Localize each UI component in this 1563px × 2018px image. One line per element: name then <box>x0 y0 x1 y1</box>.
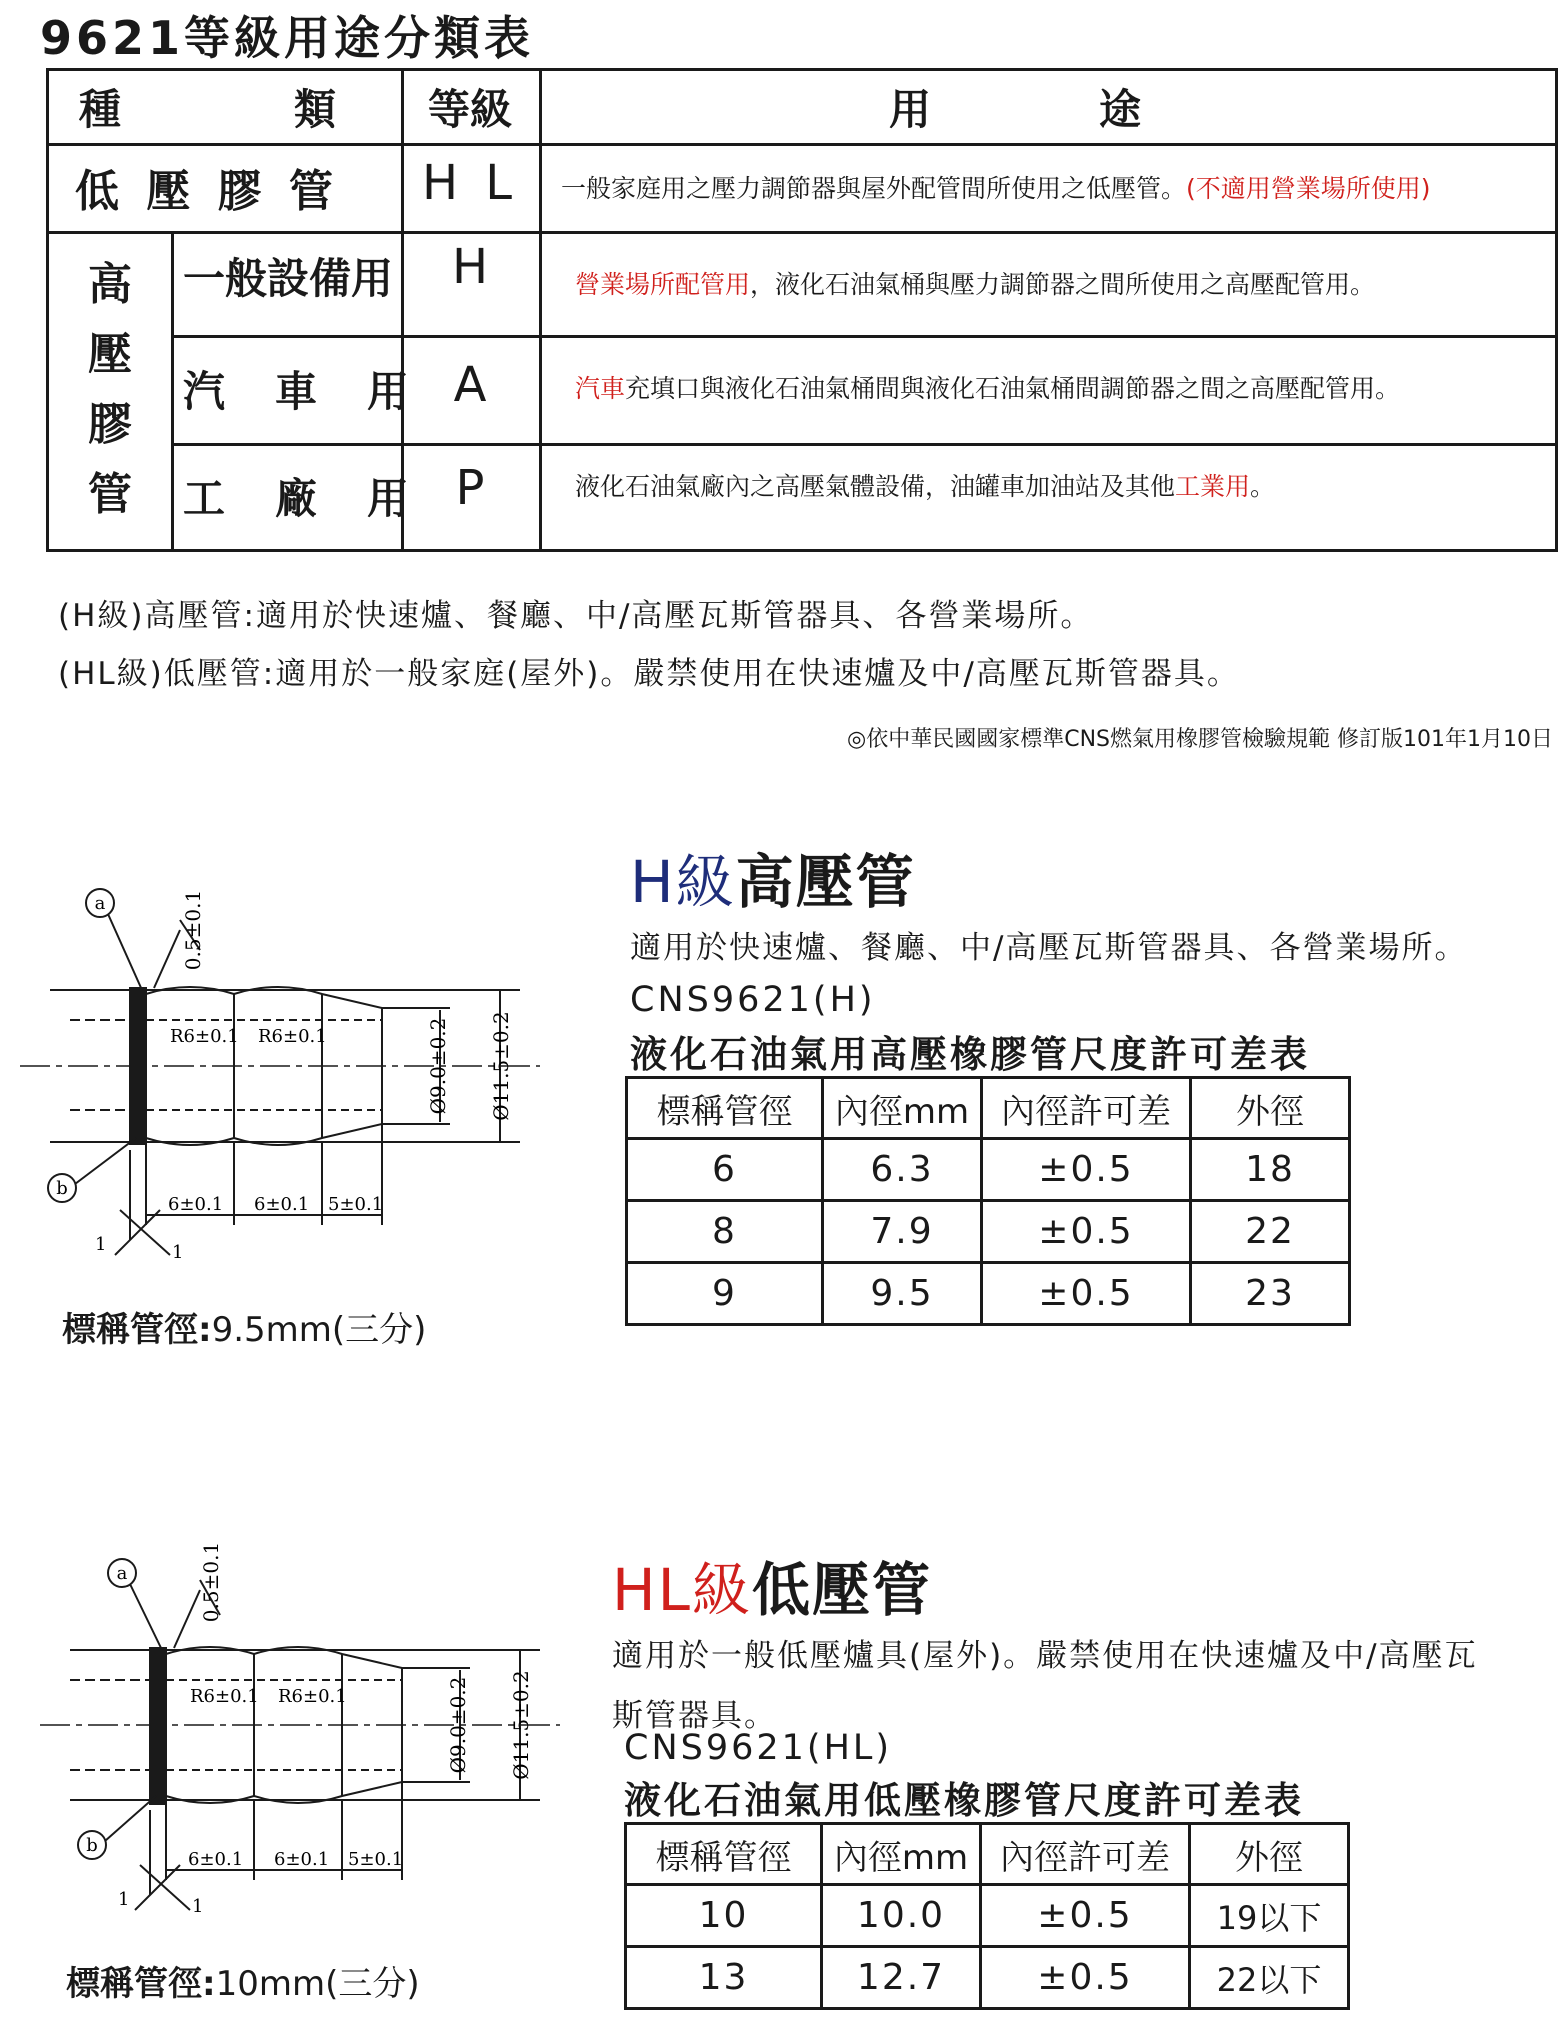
hl-section-desc-1: 適用於一般低壓爐具(屋外)。嚴禁使用在快速爐及中/高壓瓦 <box>612 1638 1478 1674</box>
page-title: 9621等級用途分類表 <box>40 11 535 65</box>
wall-thickness: 0.5±0.1 <box>181 889 205 971</box>
label-b: b <box>56 1178 68 1199</box>
use-text-end: 。 <box>1250 472 1276 501</box>
high-char: 壓 <box>88 329 132 380</box>
header-use-b: 途 <box>1099 85 1142 134</box>
low-pressure-use <box>539 143 1431 231</box>
radius-2: R6±0.1 <box>258 1026 327 1047</box>
classification-table <box>46 68 1558 552</box>
header-type-b: 類 <box>294 85 337 134</box>
note-h-grade: (H級)高壓管:適用於快速爐、餐廳、中/高壓瓦斯管器具、各營業場所。 <box>58 598 1094 634</box>
h-table-title: 液化石油氣用高壓橡膠管尺度許可差表 <box>630 1033 1310 1076</box>
one-label: 1 <box>95 1234 107 1255</box>
table-row <box>626 1947 1349 2009</box>
general-type: 一般設備用 <box>183 254 394 303</box>
radius-1: R6±0.1 <box>190 1686 259 1707</box>
one-label: 1 <box>192 1896 204 1917</box>
radius-1: R6±0.1 <box>170 1026 239 1047</box>
cell: 8 <box>627 1201 823 1263</box>
h-cns-code: CNS9621(H) <box>630 980 876 1020</box>
segment-2: 6±0.1 <box>274 1849 330 1870</box>
outer-diameter: Ø11.5±0.2 <box>509 1670 533 1780</box>
label-b: b <box>86 1835 98 1856</box>
cell: ±0.5 <box>982 1139 1191 1201</box>
nominal-value: 9.5mm(三分) <box>211 1310 427 1350</box>
table-header-row <box>626 1824 1349 1885</box>
high-char: 高 <box>88 259 132 310</box>
car-grade: A <box>453 357 487 413</box>
type-char: 汽 <box>183 367 226 416</box>
cell: 23 <box>1191 1263 1350 1325</box>
low-pressure-grade: H L <box>421 155 519 211</box>
table-header-row <box>627 1078 1350 1139</box>
car-type <box>183 335 409 443</box>
cell: ±0.5 <box>981 1947 1190 2009</box>
col-header: 內徑許可差 <box>982 1078 1191 1139</box>
h-nominal-diameter <box>62 1302 426 1351</box>
factory-type <box>183 443 409 549</box>
hl-spec-table <box>624 1822 1350 2010</box>
cell: 22 <box>1191 1201 1350 1263</box>
cell: 22以下 <box>1190 1947 1349 2009</box>
segment-2: 6±0.1 <box>254 1194 310 1215</box>
use-highlight: 汽車 <box>575 374 626 403</box>
inner-diameter: Ø9.0±0.2 <box>426 1017 450 1115</box>
cell: 9.5 <box>823 1263 982 1325</box>
label-a: a <box>94 893 106 914</box>
table-row <box>627 1263 1350 1325</box>
nominal-value: 10mm(三分) <box>215 1964 420 2004</box>
high-char: 管 <box>88 469 132 520</box>
use-text: 充填口與液化石油氣桶間與液化石油氣桶間調節器之間之高壓配管用。 <box>625 374 1401 403</box>
use-text: 液化石油氣廠內之高壓氣體設備，油罐車加油站及其他 <box>575 472 1176 501</box>
h-spec-table <box>625 1076 1351 1326</box>
high-char: 膠 <box>88 399 132 450</box>
cell: 10 <box>626 1885 822 1947</box>
general-use <box>553 231 1375 335</box>
h-section-title <box>630 835 916 919</box>
grade-code: HL級 <box>612 1556 752 1624</box>
cell: 13 <box>626 1947 822 2009</box>
segment-1: 6±0.1 <box>168 1194 224 1215</box>
col-header: 內徑mm <box>823 1078 982 1139</box>
radius-2: R6±0.1 <box>278 1686 347 1707</box>
cell: 10.0 <box>822 1885 981 1947</box>
segment-1: 6±0.1 <box>188 1849 244 1870</box>
use-warning: (不適用營業場所使用) <box>1186 174 1431 203</box>
inner-diameter: Ø9.0±0.2 <box>446 1676 470 1774</box>
col-divider <box>171 231 174 549</box>
nominal-label: 標稱管徑: <box>62 1310 212 1350</box>
use-text: 一般家庭用之壓力調節器與屋外配管間所使用之低壓管。 <box>561 174 1187 203</box>
table-row <box>627 1201 1350 1263</box>
cell: 12.7 <box>822 1947 981 2009</box>
table-row <box>626 1885 1349 1947</box>
hl-nominal-diameter <box>66 1956 420 2005</box>
type-char: 用 <box>367 474 410 523</box>
col-header: 內徑許可差 <box>981 1824 1190 1885</box>
hl-cns-code: CNS9621(HL) <box>624 1728 893 1768</box>
col-header: 外徑 <box>1190 1824 1349 1885</box>
col-header: 內徑mm <box>822 1824 981 1885</box>
outer-diameter: Ø11.5±0.2 <box>489 1011 513 1121</box>
cell: 7.9 <box>823 1201 982 1263</box>
factory-grade: P <box>455 460 485 516</box>
segment-3: 5±0.1 <box>348 1849 404 1870</box>
header-use-a: 用 <box>889 85 932 134</box>
use-highlight: 工業用 <box>1175 472 1251 501</box>
type-char: 工 <box>183 474 226 523</box>
wall-thickness: 0.5±0.1 <box>199 1541 223 1623</box>
use-text: ，液化石油氣桶與壓力調節器之間所使用之高壓配管用。 <box>750 270 1376 299</box>
use-highlight: 營業場所配管用 <box>575 270 751 299</box>
cell: 6 <box>627 1139 823 1201</box>
hl-section-title <box>612 1543 932 1627</box>
type-char: 車 <box>275 367 318 416</box>
table-row <box>627 1139 1350 1201</box>
cell: 18 <box>1191 1139 1350 1201</box>
high-pressure-label <box>49 231 171 549</box>
type-char: 廠 <box>275 474 318 523</box>
hose-fitting-drawing-h <box>20 870 540 1270</box>
factory-use <box>553 443 1275 527</box>
col-header: 標稱管徑 <box>626 1824 822 1885</box>
type-char: 用 <box>367 367 410 416</box>
cell: ±0.5 <box>982 1263 1191 1325</box>
title-text: 低壓管 <box>751 1556 932 1624</box>
hose-fitting-drawing-hl <box>40 1520 560 1920</box>
one-label: 1 <box>118 1889 130 1910</box>
one-label: 1 <box>172 1242 184 1263</box>
cell: ±0.5 <box>982 1201 1191 1263</box>
title-text: 高壓管 <box>735 848 916 916</box>
hl-section-desc-2: 斯管器具。 <box>612 1698 777 1734</box>
cell: 9 <box>627 1263 823 1325</box>
hl-table-title: 液化石油氣用低壓橡膠管尺度許可差表 <box>624 1779 1304 1822</box>
h-section-desc: 適用於快速爐、餐廳、中/高壓瓦斯管器具、各營業場所。 <box>630 930 1468 966</box>
nominal-label: 標稱管徑: <box>66 1964 216 2004</box>
general-grade: H <box>451 239 489 295</box>
low-pressure-type: 低 壓 膠 管 <box>75 166 339 217</box>
header-grade: 等級 <box>427 85 512 134</box>
car-use <box>553 335 1400 439</box>
segment-3: 5±0.1 <box>328 1194 384 1215</box>
cell: ±0.5 <box>981 1885 1190 1947</box>
col-header: 外徑 <box>1191 1078 1350 1139</box>
header-type-a: 種 <box>79 85 122 134</box>
col-header: 標稱管徑 <box>627 1078 823 1139</box>
cell: 19以下 <box>1190 1885 1349 1947</box>
label-a: a <box>116 1563 128 1584</box>
note-hl-grade: (HL級)低壓管:適用於一般家庭(屋外)。嚴禁使用在快速爐及中/高壓瓦斯管器具。 <box>58 656 1240 692</box>
grade-code: H級 <box>630 848 736 916</box>
cell: 6.3 <box>823 1139 982 1201</box>
reference-note: ◎依中華民國國家標準CNS燃氣用橡膠管檢驗規範 修訂版101年1月10日 <box>847 727 1553 752</box>
